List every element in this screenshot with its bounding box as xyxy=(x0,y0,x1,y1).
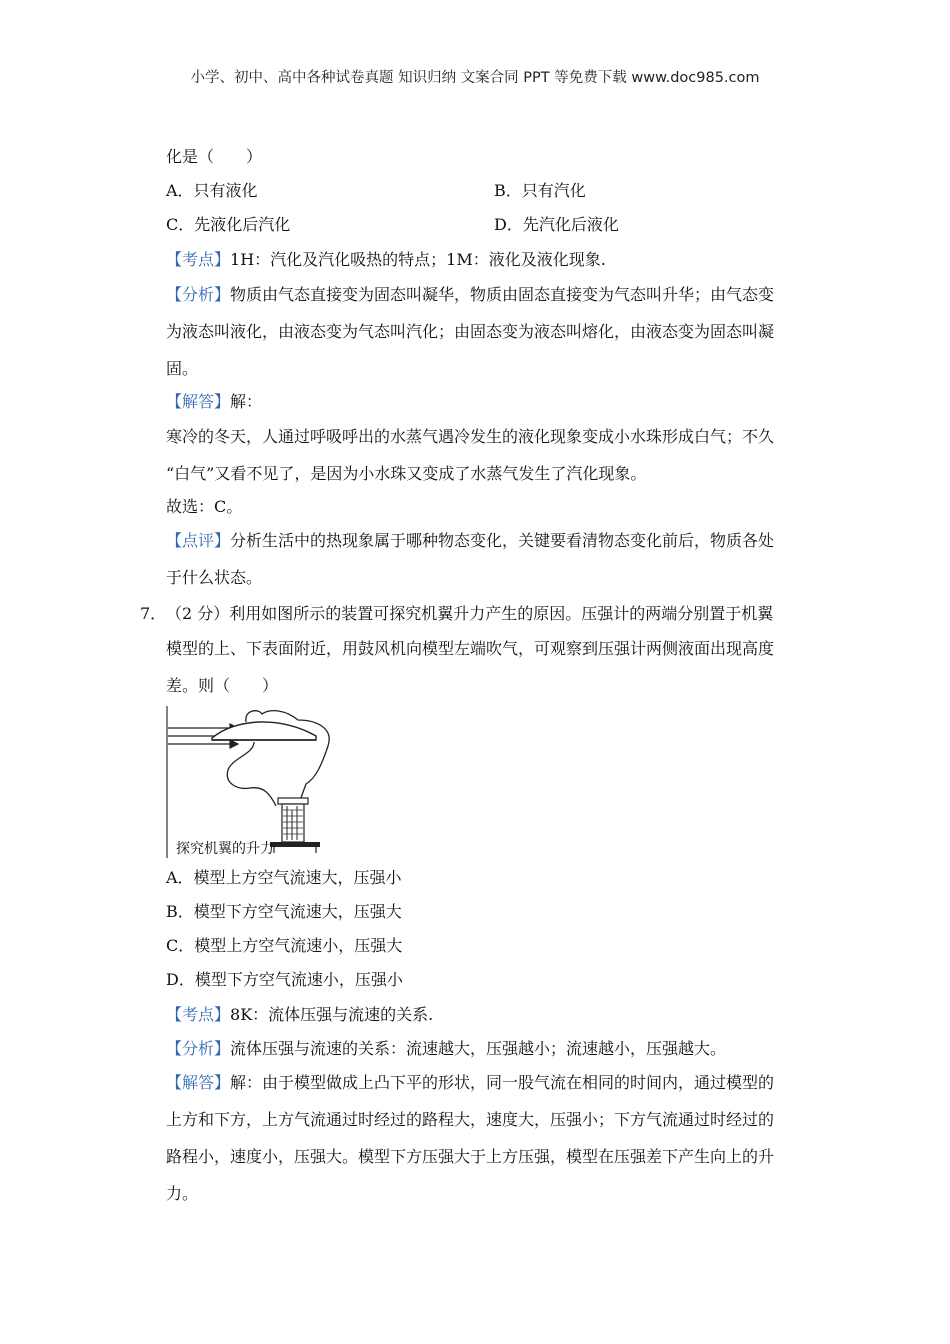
q6-option-c: C．先液化后汽化 xyxy=(166,215,291,234)
q6-option-b: B．只有汽化 xyxy=(494,181,586,200)
kaodian-text: 1H：汽化及汽化吸热的特点；1M：液化及液化现象. xyxy=(230,250,606,269)
q6-fenxi xyxy=(166,284,774,306)
kaodian-tag: 【考点】 xyxy=(166,250,231,269)
q7-stem-line-2: 模型的上、下表面附近，用鼓风机向模型左端吹气，可观察到压强计两侧液面出现高度 xyxy=(166,639,775,658)
q7-number: 7． xyxy=(140,604,167,623)
fenxi-line: 物质由气态直接变为固态叫凝华，物质由固态直接变为气态叫升华；由气态变 xyxy=(230,285,775,304)
fenxi-text: 流体压强与流速的关系：流速越大，压强越小；流速越小，压强越大。 xyxy=(230,1039,727,1058)
wing-lift-apparatus-figure xyxy=(166,706,342,858)
q7-fenxi xyxy=(166,1038,726,1060)
fenxi-tag: 【分析】 xyxy=(166,285,231,304)
q7-stem-line-1: （2 分）利用如图所示的装置可探究机翼升力产生的原因。压强计的两端分别置于机翼 xyxy=(166,604,774,623)
jieda-tag: 【解答】 xyxy=(166,1073,231,1092)
q6-kaodian xyxy=(166,249,606,271)
q6-stem-tail: 化是（ ） xyxy=(166,147,263,166)
q6-option-d: D．先汽化后液化 xyxy=(494,215,619,234)
q6-jieda-line-3: 故选：C。 xyxy=(166,497,243,516)
q6-jieda-line-1: 寒冷的冬天，人通过呼吸呼出的水蒸气遇冷发生的液化现象变成小水珠形成白气；不久 xyxy=(166,427,775,446)
jieda-tag: 【解答】 xyxy=(166,392,231,411)
q7-jieda-line-3: 路程小，速度小，压强大。模型下方压强大于上方压强，模型在压强差下产生向上的升 xyxy=(166,1147,775,1166)
q6-fenxi-line-3: 固。 xyxy=(166,359,199,378)
q7-option-c: C．模型上方空气流速小，压强大 xyxy=(166,936,403,955)
q6-dianping-line-2: 于什么状态。 xyxy=(166,568,263,587)
fenxi-tag: 【分析】 xyxy=(166,1039,231,1058)
q7-jieda-line-2: 上方和下方，上方气流通过时经过的路程大，速度大，压强小；下方气流通过时经过的 xyxy=(166,1110,775,1129)
q6-jieda-line-2: “白气”又看不见了，是因为小水珠又变成了水蒸气发生了汽化现象。 xyxy=(166,464,647,483)
q6-dianping xyxy=(166,530,774,552)
dianping-tag: 【点评】 xyxy=(166,531,231,550)
q7-jieda xyxy=(166,1072,774,1094)
q7-jieda-line-4: 力。 xyxy=(166,1184,199,1203)
q7-option-a: A．模型上方空气流速大，压强小 xyxy=(166,868,402,887)
page-header: 小学、初中、高中各种试卷真题 知识归纳 文案合同 PPT 等免费下载 www.doc985.com xyxy=(190,70,760,86)
q7-kaodian xyxy=(166,1004,433,1026)
jieda-head: 解： xyxy=(230,392,263,411)
q7-option-d: D．模型下方空气流速小，压强小 xyxy=(166,970,403,989)
q6-jieda xyxy=(166,391,262,413)
q7-option-b: B．模型下方空气流速大，压强大 xyxy=(166,902,402,921)
q6-fenxi-line-2: 为液态叫液化，由液态变为气态叫汽化；由固态变为液态叫熔化，由液态变为固态叫凝 xyxy=(166,322,775,341)
kaodian-tag: 【考点】 xyxy=(166,1005,231,1024)
figure-caption: 探究机翼的升力 xyxy=(176,841,274,857)
dianping-line: 分析生活中的热现象属于哪种物态变化，关键要看清物态变化前后，物质各处 xyxy=(230,531,775,550)
kaodian-text: 8K：流体压强与流速的关系. xyxy=(230,1005,434,1024)
q7-stem-line-3: 差。则（ ） xyxy=(166,676,279,695)
q6-option-a: A．只有液化 xyxy=(166,181,258,200)
jieda-line: 解：由于模型做成上凸下平的形状，同一股气流在相同的时间内，通过模型的 xyxy=(230,1073,775,1092)
